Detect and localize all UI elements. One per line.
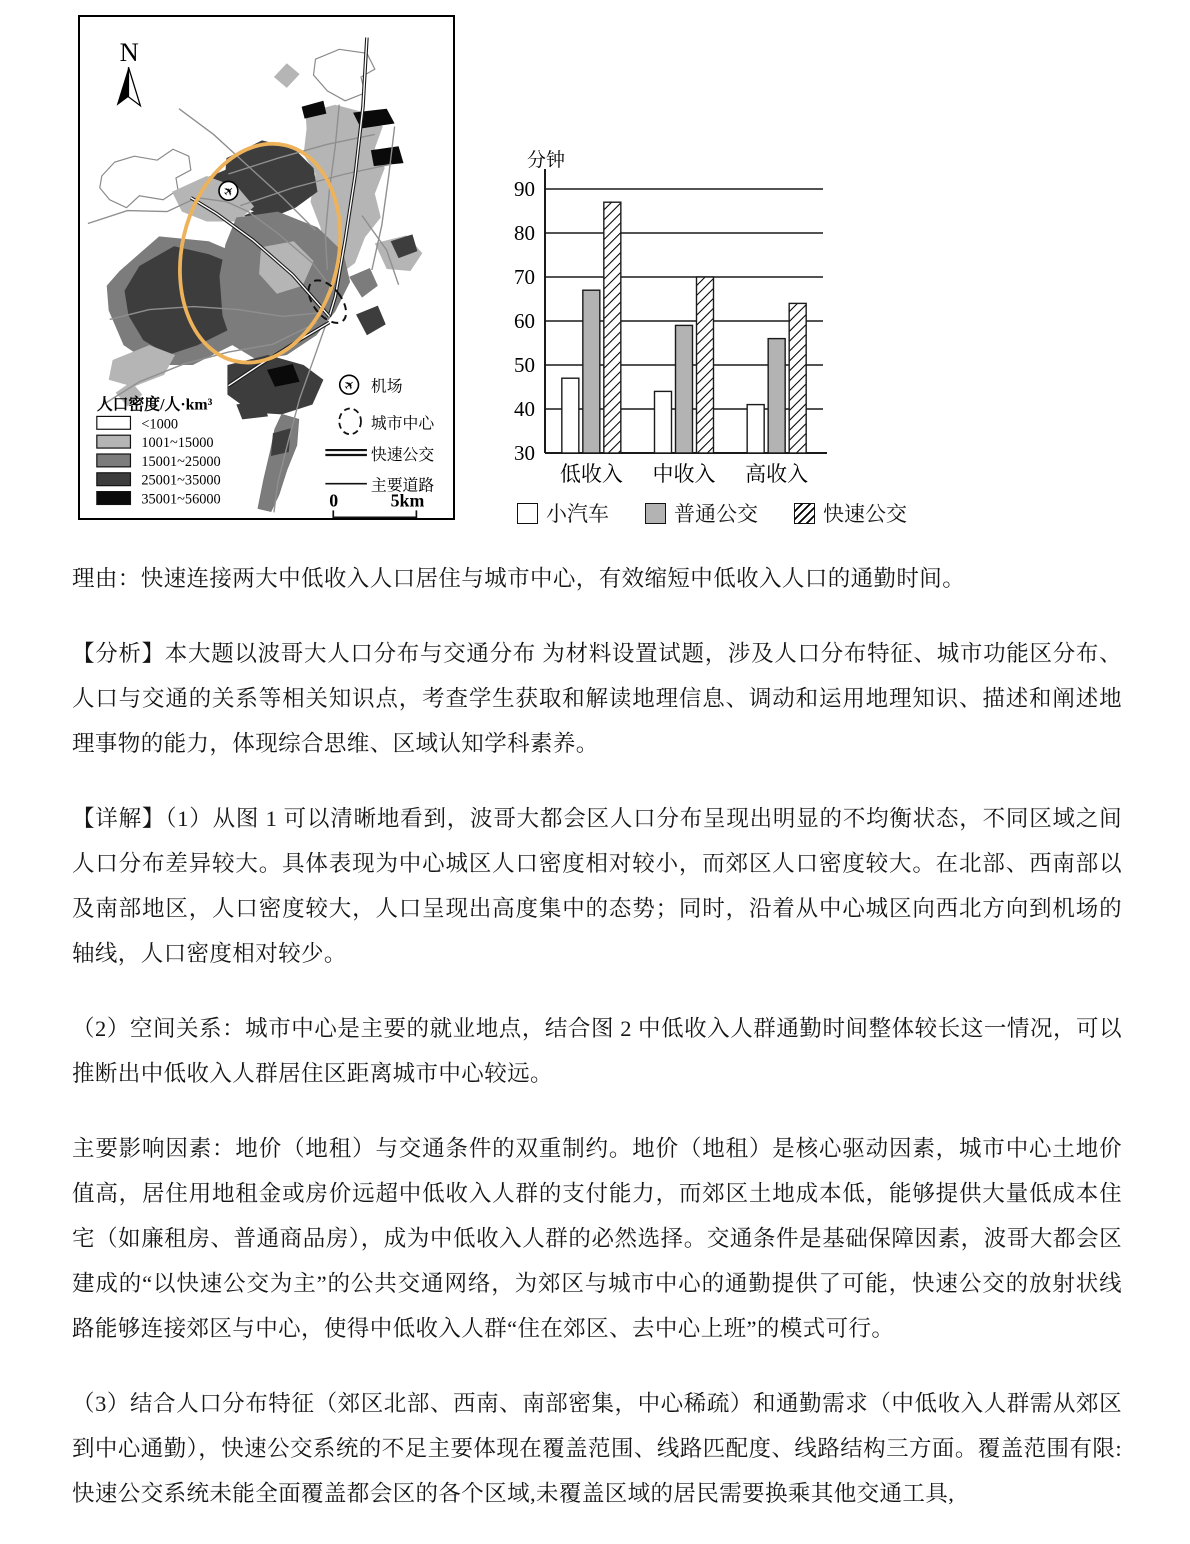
- bar-小汽车-高收入: [747, 405, 764, 453]
- y-tick-label: 90: [514, 177, 535, 201]
- city-center-label: 城市中心: [370, 415, 435, 433]
- detail-paragraph-1: 【详解】（1）从图 1 可以清晰地看到，波哥大都会区人口分布呈现出明显的不均衡状态，不同区域之间人口分布差异较大。具体表现为中心城区人口密度相对较小，而郊区人口密度较大。在北部、西南部以及南部地区，人口密度较大，人口呈现出高度集中的态势；同时，沿着从中心城区向西北方向到机场的轴线，人口密度相对较少。: [72, 806, 1122, 966]
- density-legend-title: 人口密度/人·km³: [96, 396, 213, 414]
- legend-item-brt: [794, 498, 907, 528]
- density-swatch: [97, 435, 131, 448]
- bar-快速公交-中收入: [697, 277, 714, 453]
- brt-label: 快速公交: [823, 502, 907, 526]
- svg-text:✈: ✈: [220, 182, 238, 201]
- map-region: [349, 268, 378, 298]
- density-class-label: 25001~35000: [141, 472, 221, 489]
- regular-bus-label: 普通公交: [674, 502, 758, 526]
- density-swatch: [97, 454, 131, 467]
- north-arrow: [117, 37, 141, 106]
- legend-item-car: [517, 498, 609, 528]
- detail-paragraph-3: 主要影响因素：地价（地租）与交通条件的双重制约。地价（地租）是核心驱动因素，城市中心土地价值高，居住用地租金或房价远超中低收入人群的支付能力，而郊区土地成本低，能够提供大量低成本住宅（如廉租房、普通商品房），成为中低收入人群的必然选择。交通条件是基础保障因素，波哥大都会区建成的“以快速公交为主”的公共交通网络，为郊区与城市中心的通勤提供了可能，快速公交的放射状线路能够连接郊区与中心，使得中低收入人群“住在郊区、去中心上班”的模式可行。: [72, 1136, 1122, 1341]
- density-swatch: [97, 492, 131, 505]
- density-class-label: 15001~25000: [141, 453, 221, 470]
- north-label: N: [119, 37, 139, 68]
- density-class-label: <1000: [141, 416, 179, 433]
- y-tick-label: 50: [514, 353, 535, 377]
- detail-paragraph-4: （3）结合人口分布特征（郊区北部、西南、南部密集，中心稀疏）和通勤需求（中低收入人群需从郊区到中心通勤），快速公交系统的不足主要体现在覆盖范围、线路匹配度、线路结构三方面。覆盖范围有限:快速公交系统未能全面覆盖都会区的各个区域,未覆盖区域的居民需要换乘其他交通工具,: [72, 1391, 1122, 1506]
- bar-普通公交-低收入: [583, 290, 600, 453]
- bar-快速公交-低收入: [604, 202, 621, 453]
- category-label: 中收入: [652, 462, 716, 486]
- density-swatch: [97, 416, 131, 429]
- analysis-paragraph: 【分析】本大题以波哥大人口分布与交通分布 为材料设置试题，涉及人口分布特征、城市功能区分布、人口与交通的关系等相关知识点，考查学生获取和解读地理信息、调动和运用地理知识、描述和阐述地理事物的能力，体现综合思维、区域认知学科素养。: [72, 641, 1122, 756]
- bar-小汽车-低收入: [562, 378, 579, 453]
- map-region: [371, 146, 404, 166]
- map-symbol-legend: [325, 375, 435, 517]
- density-class-label: 35001~56000: [141, 491, 221, 508]
- bar-快速公交-高收入: [789, 303, 806, 453]
- y-tick-label: 70: [514, 265, 535, 289]
- detail-paragraph-2: （2）空间关系：城市中心是主要的就业地点，结合图 2 中低收入人群通勤时间整体较长这一情况，可以推断出中低收入人群居住区距离城市中心较远。: [72, 1016, 1122, 1086]
- airport-legend-icon: [340, 375, 359, 394]
- car-swatch: [517, 503, 538, 524]
- density-class-label: 1001~15000: [141, 435, 214, 452]
- car-label: 小汽车: [546, 502, 609, 526]
- y-tick-label: 40: [514, 397, 535, 421]
- commute-time-chart: [483, 142, 907, 542]
- airport-label: 机场: [370, 378, 403, 396]
- density-swatch: [97, 473, 131, 486]
- y-tick-label: 60: [514, 309, 535, 333]
- answer-text-block: [72, 556, 1122, 1544]
- bar-小汽车-中收入: [655, 391, 672, 453]
- scale-start: 0: [329, 490, 339, 511]
- brt-label: 快速公交: [370, 446, 435, 464]
- bar-普通公交-中收入: [676, 325, 693, 453]
- map-region: [258, 414, 299, 511]
- brt-swatch: [794, 503, 815, 524]
- map-region: [274, 63, 300, 88]
- scale-end: 5km: [390, 490, 425, 511]
- bar-普通公交-高收入: [768, 339, 785, 453]
- category-label: 低收入: [559, 462, 623, 486]
- airport-icon: [219, 181, 238, 200]
- chart-legend: [517, 498, 907, 528]
- city-center-legend-icon: [339, 408, 361, 434]
- reason-paragraph: 理由：快速连接两大中低收入人口居住与城市中心，有效缩短中低收入人口的通勤时间。: [72, 566, 966, 591]
- y-axis-label: 分钟: [527, 150, 566, 171]
- svg-text:✈: ✈: [341, 376, 359, 395]
- brt-legend-icon: [325, 450, 367, 455]
- category-label: 高收入: [745, 462, 809, 486]
- y-tick-label: 80: [514, 221, 535, 245]
- legend-item-regular-bus: [645, 498, 758, 528]
- y-tick-label: 30: [514, 441, 535, 465]
- map-region: [356, 306, 386, 336]
- population-density-map: [78, 15, 455, 520]
- map-density-legend: [97, 394, 221, 507]
- regular-bus-swatch: [645, 503, 666, 524]
- road-label: 主要道路: [370, 477, 435, 495]
